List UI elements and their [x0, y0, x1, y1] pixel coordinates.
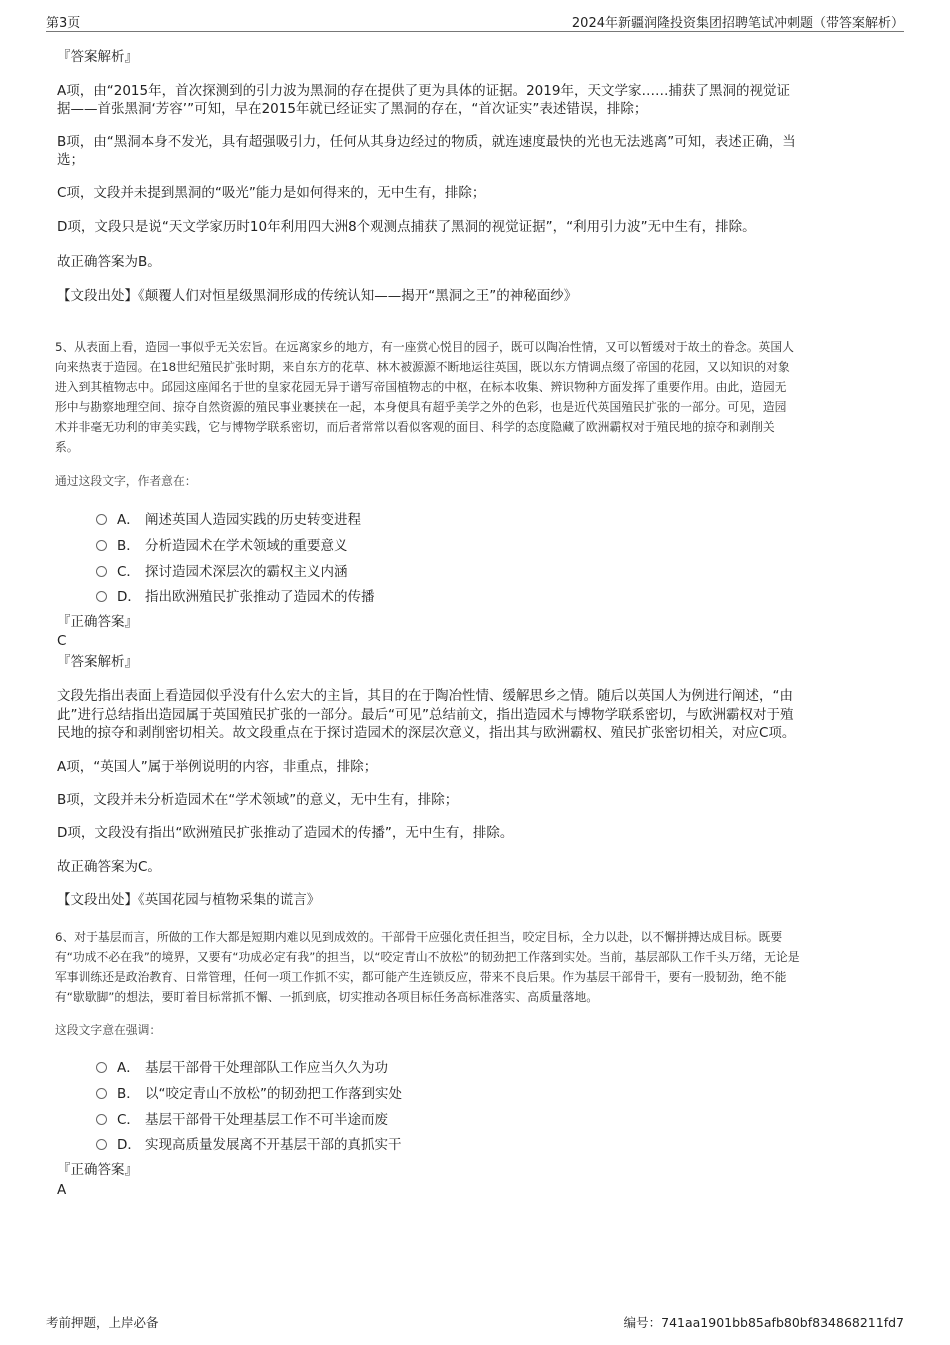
option-text: 探讨造园术深层次的霸权主义内涵: [145, 564, 348, 580]
radio-icon[interactable]: [96, 566, 107, 577]
q5-option-c[interactable]: [96, 560, 348, 580]
radio-icon[interactable]: [96, 540, 107, 551]
radio-icon[interactable]: [96, 591, 107, 602]
q6-answer: A: [57, 1182, 67, 1198]
q5-passage-line1: 5、从表面上看，造园一事似乎无关宏旨。在远离家乡的地方，有一座赏心悦目的园子，既可以陶冶性情，又可以暂缓对于故土的眷念。英国人: [55, 340, 794, 354]
q5-analysis-line2: 此”进行总结指出造园属于英国殖民扩张的一部分。最后“可见”总结前文，指出造园术与博物学联系密切，与欧洲霸权对于殖: [57, 707, 794, 723]
q5-passage-line3: 进入到其植物志中。邱园这座闻名于世的皇家花园无异于谱写帝国植物志的中枢，在标本收集、辨识物种方面发挥了重要作用。由此，造园无: [55, 380, 787, 394]
q5-answer: C: [57, 633, 67, 649]
option-text: 分析造园术在学术领域的重要意义: [145, 538, 348, 554]
q5-answer-heading: 『正确答案』: [57, 614, 138, 630]
q6-passage-line3: 军事训练还是政治教育、日常管理，任何一项工作抓不实，都可能产生连锁反应，带来不良后果。作为基层干部骨干，要有一股韧劲，绝不能: [55, 970, 787, 984]
radio-icon[interactable]: [96, 1062, 107, 1073]
document-title: 2024年新疆润隆投资集团招聘笔试冲刺题（带答案解析）: [571, 16, 904, 31]
q6-answer-heading: 『正确答案』: [57, 1162, 138, 1178]
option-letter: C．: [117, 564, 140, 580]
q5-analysis-option-d: D项，文段没有指出“欧洲殖民扩张推动了造园术的传播”，无中生有，排除。: [57, 825, 514, 841]
radio-icon[interactable]: [96, 1139, 107, 1150]
q5-passage-line5: 术并非毫无功利的审美实践，它与博物学联系密切，而后者常常以看似客观的面目、科学的态度隐藏了欧洲霸权对于殖民地的掠夺和剥削关: [55, 420, 775, 434]
q5-analysis-option-a: A项，“英国人”属于举例说明的内容，非重点，排除；: [57, 759, 378, 775]
analysis-option-b-line1: B项，由“黑洞本身不发光，具有超强吸引力，任何从其身边经过的物质，就连速度最快的光也无法逃离”可知，表述正确，当: [57, 134, 796, 150]
q5-analysis-line1: 文段先指出表面上看造园似乎没有什么宏大的主旨，其目的在于陶冶性情、缓解思乡之情。随后以英国人为例进行阐述，“由: [57, 688, 793, 704]
option-letter: D．: [117, 589, 141, 605]
option-letter: D．: [117, 1137, 141, 1153]
analysis-option-a-line2: 据——首张黑洞‘芳容’”可知，早在2015年就已经证实了黑洞的存在，“首次证实”表述错误，排除；: [57, 101, 648, 117]
analysis-option-d: D项，文段只是说“天文学家历时10年利用四大洲8个观测点捕获了黑洞的视觉证据”，“利用引力波”无中生有，排除。: [57, 219, 756, 235]
q5-conclusion: 故正确答案为C。: [57, 859, 161, 875]
q5-option-d[interactable]: [96, 585, 375, 605]
option-text: 阐述英国人造园实践的历史转变进程: [145, 512, 361, 528]
q5-analysis-line3: 民地的掠夺和剥削密切相关。故文段重点在于探讨造园术的深层次意义，指出其与欧洲霸权、殖民扩张密切相关，对应C项。: [57, 725, 796, 741]
footer-code: 编号：741aa1901bb85afb80bf834868211fd7: [623, 1315, 904, 1330]
q5-passage-line4: 形中与勘察地理空间、掠夺自然资源的殖民事业裹挟在一起，本身便具有超乎美学之外的色彩，也是近代英国殖民扩张的一部分。可见，造园: [55, 400, 787, 414]
q5-passage-line2: 向来热衷于造园。在18世纪殖民扩张时期，来自东方的花草、林木被源源不断地运往英国，既以东方情调点缀了帝国的花园，又以知识的对象: [55, 360, 790, 374]
radio-icon[interactable]: [96, 1088, 107, 1099]
q5-analysis-heading: 『答案解析』: [57, 654, 138, 670]
q5-stem: 通过这段文字，作者意在：: [55, 474, 197, 488]
q6-passage-line2: 有“功成不必在我”的境界，又要有“功成必定有我”的担当，以“咬定青山不放松”的韧劲把工作落到实处。当前，基层部队工作千头万绪，无论是: [55, 950, 800, 964]
option-letter: B．: [117, 538, 140, 554]
q5-option-a[interactable]: [96, 508, 361, 528]
radio-icon[interactable]: [96, 514, 107, 525]
q5-analysis-option-b: B项，文段并未分析造园术在“学术领域”的意义，无中生有，排除；: [57, 792, 459, 808]
analysis-conclusion: 故正确答案为B。: [57, 254, 161, 270]
q6-option-d[interactable]: [96, 1133, 402, 1153]
option-text: 基层干部骨干处理部队工作应当久久为功: [145, 1060, 388, 1076]
analysis-option-c: C项，文段并未提到黑洞的“吸光”能力是如何得来的，无中生有，排除；: [57, 185, 486, 201]
option-letter: C．: [117, 1112, 140, 1128]
q6-option-b[interactable]: [96, 1082, 402, 1102]
analysis-heading: 『答案解析』: [57, 49, 138, 65]
analysis-option-b-line2: 选；: [57, 152, 84, 168]
option-text: 实现高质量发展离不开基层干部的真抓实干: [145, 1137, 402, 1153]
q5-passage-line6: 系。: [55, 440, 79, 454]
q5-option-b[interactable]: [96, 534, 348, 554]
option-text: 指出欧洲殖民扩张推动了造园术的传播: [145, 589, 375, 605]
option-letter: A．: [117, 512, 140, 528]
option-letter: A．: [117, 1060, 140, 1076]
q6-passage-line4: 有“歇歇脚”的想法，要盯着目标常抓不懈、一抓到底，切实推动各项目标任务高标准落实、高质量落地。: [55, 990, 599, 1004]
radio-icon[interactable]: [96, 1114, 107, 1125]
option-letter: B．: [117, 1086, 140, 1102]
analysis-option-a-line1: A项，由“2015年，首次探测到的引力波为黑洞的存在提供了更为具体的证据。2019年，天文学家……捕获了黑洞的视觉证: [57, 83, 790, 99]
header-divider: [46, 31, 904, 32]
footer-slogan: 考前押题，上岸必备: [46, 1315, 159, 1330]
source-citation: 【文段出处】《颠覆人们对恒星级黑洞形成的传统认知——揭开“黑洞之王”的神秘面纱》: [57, 288, 578, 304]
page-number: 第3页: [46, 16, 81, 31]
option-text: 基层干部骨干处理基层工作不可半途而废: [145, 1112, 388, 1128]
q6-option-c[interactable]: [96, 1108, 388, 1128]
q6-stem: 这段文字意在强调：: [55, 1023, 162, 1037]
option-text: 以“咬定青山不放松”的韧劲把工作落到实处: [145, 1086, 402, 1102]
q6-option-a[interactable]: [96, 1056, 388, 1076]
q5-source-citation: 【文段出处】《英国花园与植物采集的谎言》: [57, 892, 321, 908]
q6-passage-line1: 6、对于基层而言，所做的工作大都是短期内难以见到成效的。干部骨干应强化责任担当，咬定目标，全力以赴，以不懈拼搏达成目标。既要: [55, 930, 783, 944]
